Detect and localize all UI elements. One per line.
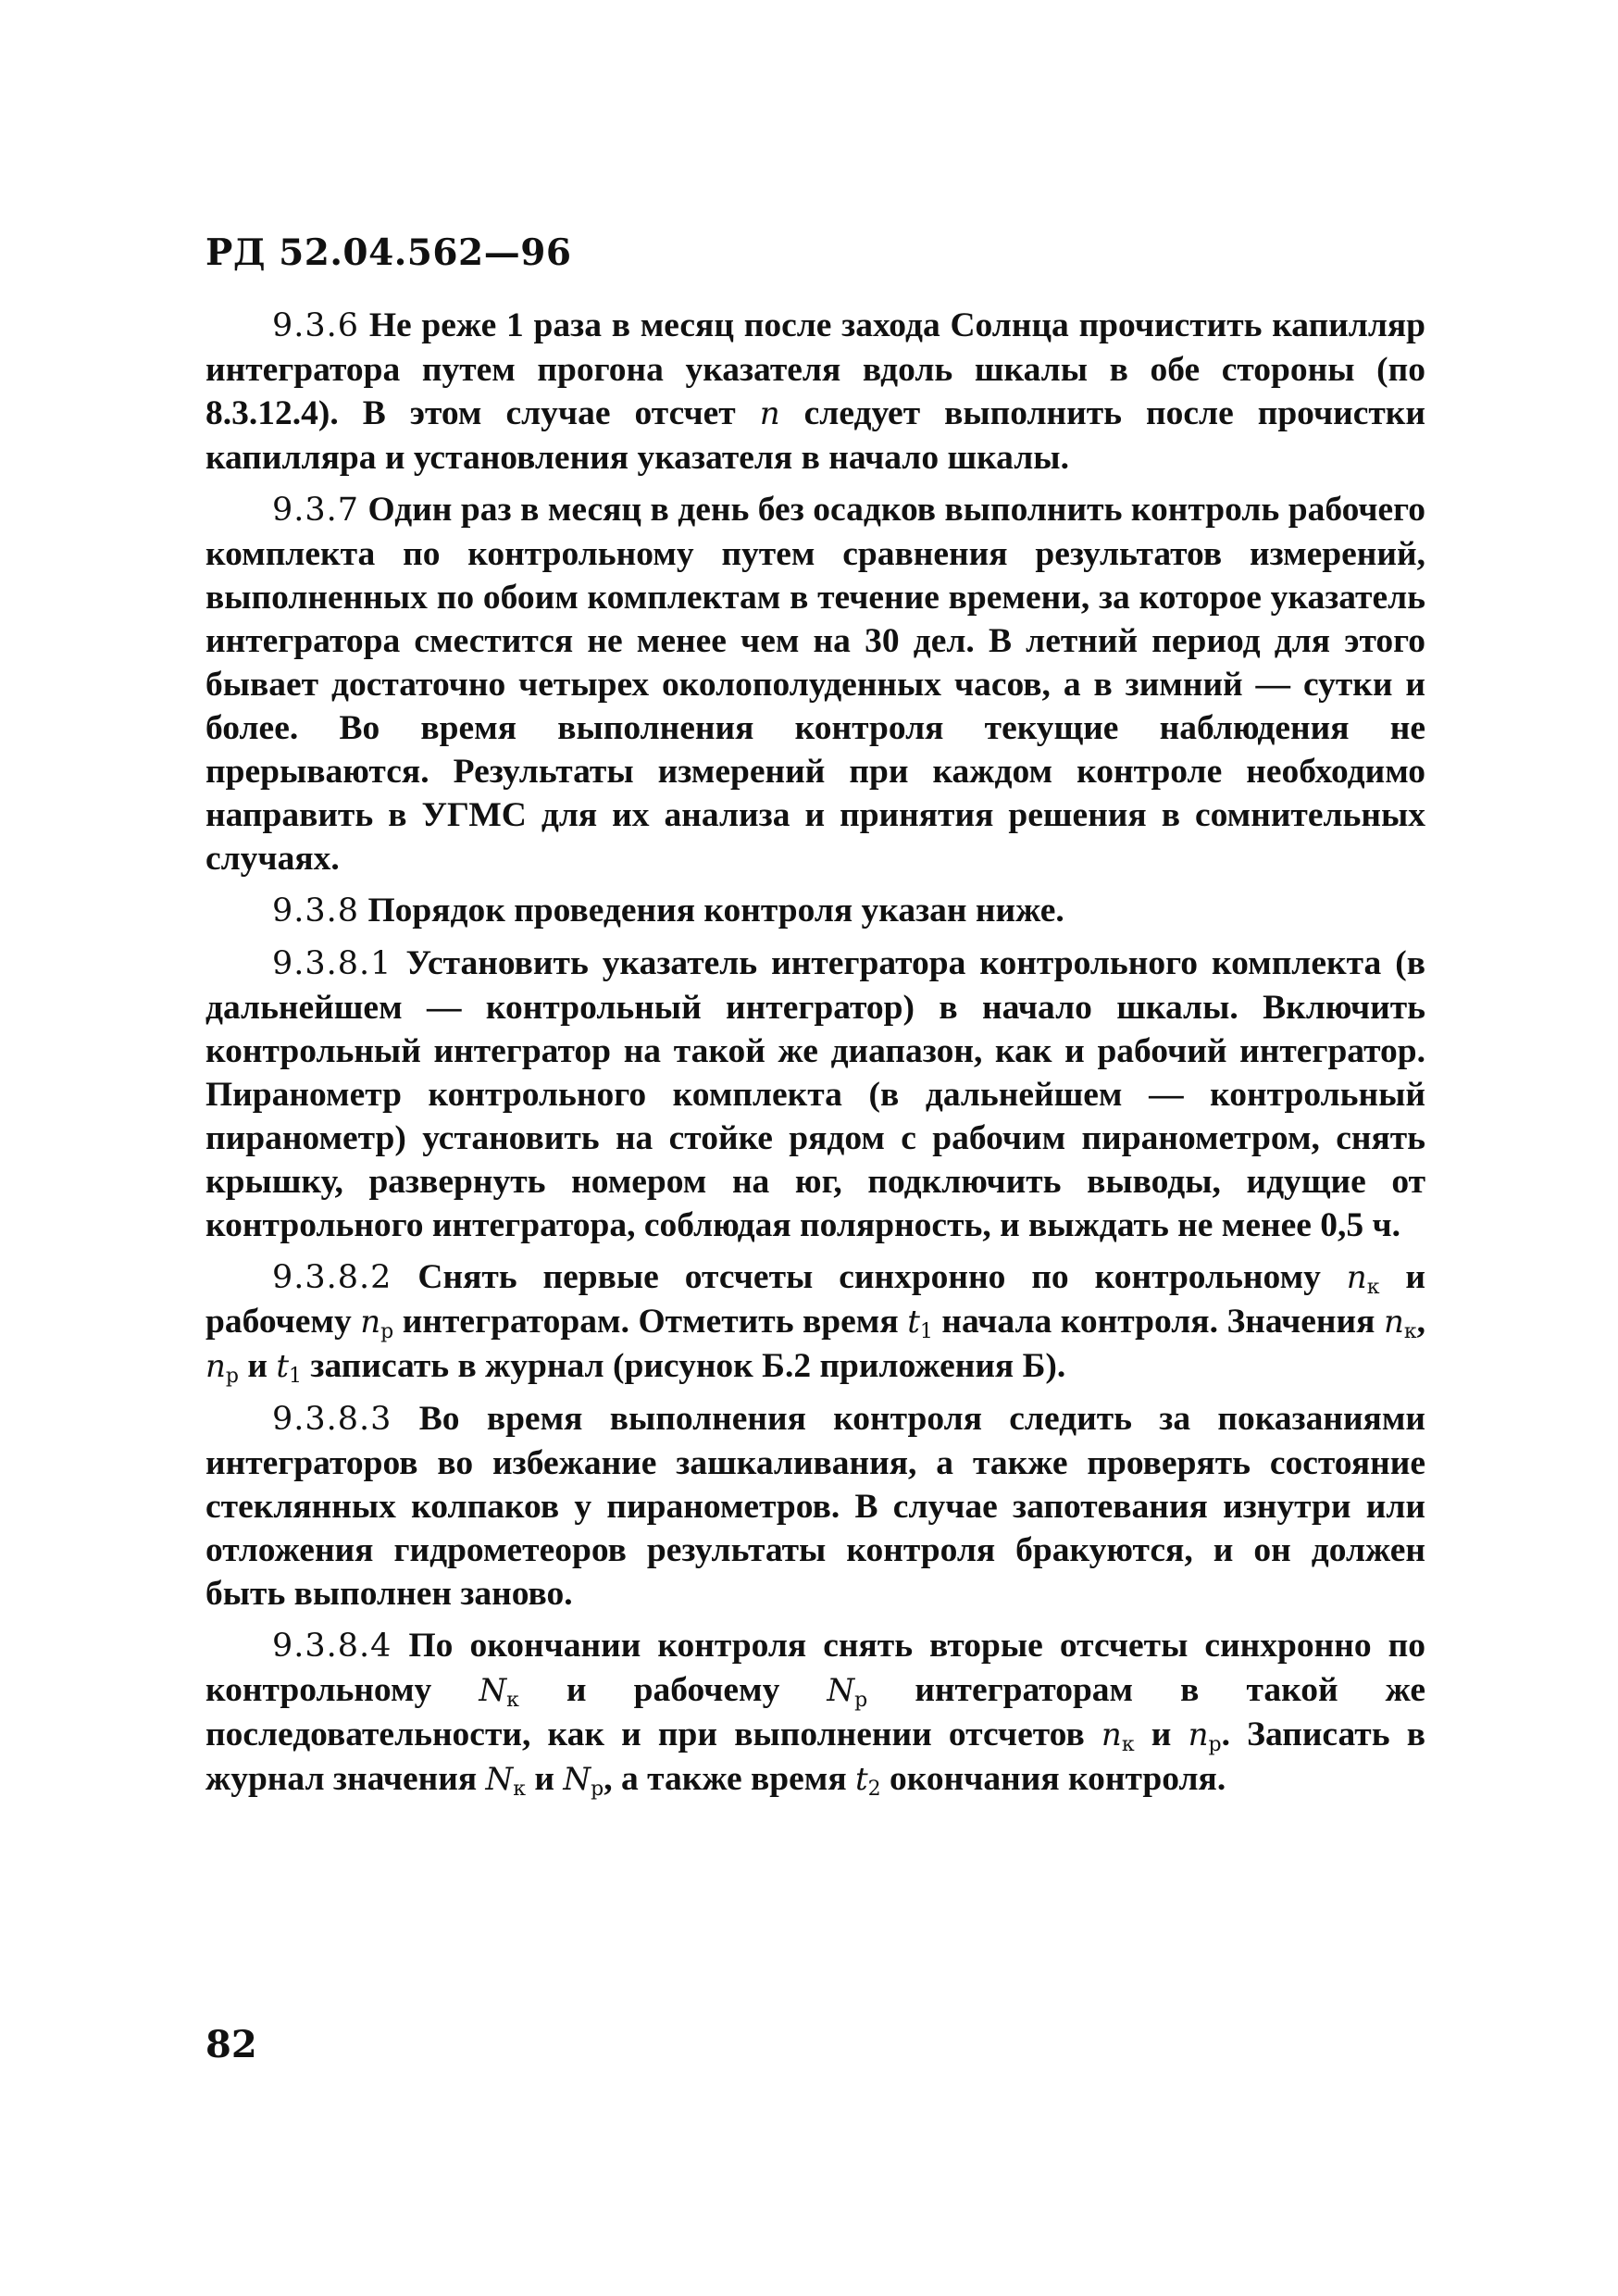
paragraph-text: По окончании контроля снять вторые отсчеты синхронно по контрольному	[205, 1627, 1425, 1709]
math-N-p: $N_р$	[563, 1761, 604, 1801]
paragraph-9-3-8	[205, 889, 1425, 933]
paragraph-text: и рабочему	[205, 1258, 1425, 1341]
paragraph-text: следует выполнить после прочистки капилляра и установления указателя в начало шкалы.	[205, 394, 1425, 477]
clause-number: 9.3.8.2	[272, 1259, 392, 1296]
paragraph-text: интеграторам. Отметить время	[393, 1303, 908, 1341]
math-n-p: $n_р$	[205, 1348, 239, 1388]
paragraph-text: ,	[1416, 1303, 1425, 1341]
math-n: n	[759, 395, 780, 432]
paragraph-9-3-8-1	[205, 942, 1425, 1247]
math-N-k: $N_к$	[479, 1672, 519, 1712]
math-t-1: $t_1$	[276, 1348, 303, 1388]
math-n-p: $n_р$	[1188, 1716, 1222, 1756]
clause-number: 9.3.8.4	[272, 1628, 392, 1665]
paragraph-9-3-6	[205, 304, 1425, 480]
math-n-k: $n_к$	[1101, 1716, 1135, 1756]
clause-number: 9.3.6	[272, 307, 360, 344]
paragraph-text: записать в журнал (рисунок Б.2 приложения Б).	[302, 1347, 1066, 1385]
paragraph-text: начала контроля. Значения	[932, 1303, 1384, 1341]
math-N-k: $N_к$	[485, 1761, 526, 1801]
clause-number: 9.3.8.1	[272, 945, 392, 982]
clause-number: 9.3.8.3	[272, 1401, 392, 1438]
math-n-p: $n_р$	[360, 1304, 394, 1343]
paragraph-text: Один раз в месяц в день без осадков выполнить контроль рабочего комплекта по контрольному путем сравнения результатов измерений, выполненных по обоим комплектам в течение времени, за которое указатель интегратора сместится не менее чем на 30 дел. В летний период для этого бывает достаточно четырех околополуденных часов, а в зимний — сутки и более. Во время выполнения контроля текущие наблюдения не прерываются. Результаты измерений при каждом контроле необходимо направить в УГМС для их анализа и принятия решения в сомнительных случаях.	[205, 491, 1425, 878]
paragraph-text: и	[526, 1760, 564, 1798]
math-t-1: $t_1$	[907, 1304, 933, 1343]
paragraph-9-3-8-3	[205, 1397, 1425, 1616]
paragraph-9-3-7	[205, 488, 1425, 880]
paragraph-text: Снять первые отсчеты синхронно по контрольному	[392, 1258, 1347, 1296]
paragraph-text: Не реже 1 раза в месяц после захода Солнца прочистить капилляр интегратора путем прогона указателя вдоль шкалы в обе стороны (по 8.3.12.4). В этом случае отсчет	[205, 306, 1425, 432]
paragraph-text: и рабочему	[518, 1671, 828, 1709]
paragraph-text: . Записать в журнал значения	[205, 1716, 1426, 1798]
paragraph-text: и	[1134, 1716, 1189, 1753]
math-t-2: $t_2$	[855, 1761, 881, 1801]
paragraph-text: Во время выполнения контроля следить за показаниями интеграторов во избежание зашкаливания, а также проверять состояние стеклянных колпаков у пиранометров. В случае запотевания изнутри или отложения гидрометеоров результаты контроля бракуются, и он должен быть выполнен заново.	[205, 1400, 1425, 1613]
paragraph-9-3-8-2	[205, 1255, 1425, 1389]
math-n-k: $n_к$	[1346, 1259, 1380, 1299]
paragraph-text: и	[239, 1347, 277, 1385]
clause-number: 9.3.7	[272, 492, 360, 529]
paragraph-text: Порядок проведения контроля указан ниже.	[359, 892, 1064, 930]
document-header: РД 52.04.562—96	[205, 231, 572, 274]
paragraph-text: , а также время	[604, 1760, 855, 1798]
document-body	[205, 304, 1425, 1810]
paragraph-9-3-8-4	[205, 1624, 1425, 1802]
math-N-p: $N_р$	[827, 1672, 868, 1712]
paragraph-text: интеграторам в такой же последовательности, как и при выполнении отсчетов	[205, 1671, 1425, 1753]
math-n-k: $n_к$	[1383, 1304, 1417, 1343]
paragraph-text: окончания контроля.	[880, 1760, 1226, 1798]
clause-number: 9.3.8	[272, 892, 360, 930]
page-number: 82	[205, 2023, 257, 2066]
paragraph-text: Установить указатель интегратора контрольного комплекта (в дальнейшем — контрольный интегратор) в начало шкалы. Включить контрольный интегратор на такой же диапазон, как и рабочий интегратор. Пиранометр контрольного комплекта (в дальнейшем — контрольный пиранометр) установить на стойке рядом с рабочим пиранометром, снять крышку, развернуть номером на юг, подключить выводы, идущие от контрольного интегратора, соблюдая полярность, и выждать не менее 0,5 ч.	[205, 944, 1425, 1244]
